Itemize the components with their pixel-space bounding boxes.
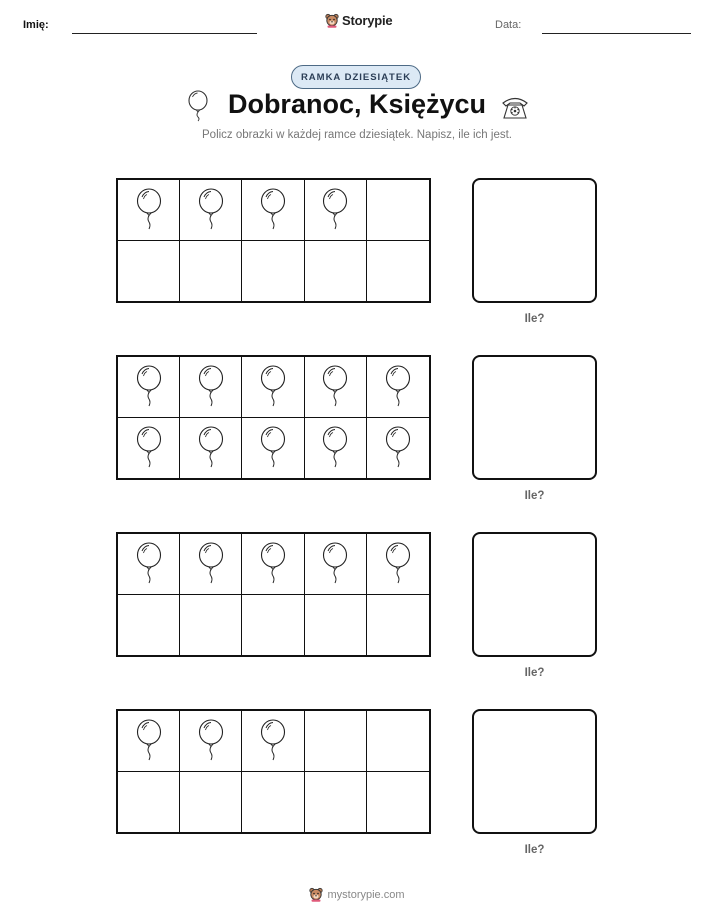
frame-cell	[242, 711, 304, 772]
frame-cell	[242, 180, 304, 241]
answer-label: Ile?	[524, 490, 545, 502]
frame-cell	[242, 595, 304, 656]
frame-cell	[367, 241, 429, 302]
balloon-icon	[197, 542, 225, 586]
frame-cell	[305, 772, 367, 833]
balloon-icon	[321, 365, 349, 409]
answer-box[interactable]	[472, 355, 597, 480]
frame-cell	[367, 418, 429, 479]
frame-cell	[367, 711, 429, 772]
frame-cell	[242, 534, 304, 595]
frame-cell	[367, 772, 429, 833]
worksheet-badge: RAMKA DZIESIĄTEK	[291, 65, 421, 89]
frame-cell	[305, 418, 367, 479]
balloon-icon	[321, 426, 349, 470]
balloon-icon	[197, 365, 225, 409]
frame-cell	[180, 418, 242, 479]
frame-cell	[180, 357, 242, 418]
answer-label: Ile?	[524, 313, 545, 325]
instructions: Policz obrazki w każdej ramce dziesiątek. Napisz, ile ich jest.	[202, 129, 512, 141]
balloon-icon	[259, 719, 287, 763]
frame-cell	[118, 711, 180, 772]
balloon-icon	[197, 426, 225, 470]
balloon-icon	[259, 365, 287, 409]
frame-cell	[305, 534, 367, 595]
balloon-icon	[384, 365, 412, 409]
frame-cell	[180, 241, 242, 302]
frame-cell	[367, 595, 429, 656]
frame-cell	[242, 772, 304, 833]
date-label: Data:	[495, 19, 522, 31]
frame-cell	[118, 534, 180, 595]
name-label: Imię:	[23, 19, 49, 31]
ten-frame	[116, 178, 431, 303]
frame-cell	[118, 241, 180, 302]
name-field[interactable]	[72, 33, 257, 34]
frame-cell	[305, 180, 367, 241]
frame-cell	[242, 357, 304, 418]
balloon-icon	[135, 719, 163, 763]
frame-cell	[367, 534, 429, 595]
frame-cell	[118, 180, 180, 241]
logo-text: Storypie	[342, 13, 393, 28]
frame-cell	[118, 595, 180, 656]
footer	[0, 887, 714, 902]
telephone-icon	[500, 94, 530, 120]
balloon-icon	[321, 188, 349, 232]
balloon-icon	[135, 188, 163, 232]
frame-cell	[180, 534, 242, 595]
frame-cell	[242, 241, 304, 302]
balloon-icon	[197, 188, 225, 232]
answer-box[interactable]	[472, 532, 597, 657]
bear-icon	[325, 13, 339, 28]
ten-frame	[116, 532, 431, 657]
balloon-icon	[135, 365, 163, 409]
ten-frame	[116, 355, 431, 480]
ten-frame	[116, 709, 431, 834]
frame-cell	[242, 418, 304, 479]
bear-icon	[309, 887, 323, 902]
answer-box[interactable]	[472, 178, 597, 303]
balloon-icon	[259, 426, 287, 470]
frame-cell	[118, 418, 180, 479]
frame-cell	[305, 595, 367, 656]
balloon-icon	[135, 542, 163, 586]
frame-cell	[305, 241, 367, 302]
frame-cell	[180, 595, 242, 656]
frame-cell	[180, 711, 242, 772]
date-field[interactable]	[542, 33, 691, 34]
frame-cell	[305, 711, 367, 772]
balloon-icon	[259, 188, 287, 232]
balloon-icon	[384, 426, 412, 470]
balloon-icon	[135, 426, 163, 470]
frame-cell	[180, 772, 242, 833]
balloon-icon	[384, 542, 412, 586]
storypie-logo	[325, 13, 392, 28]
answer-label: Ile?	[524, 667, 545, 679]
answer-label: Ile?	[524, 844, 545, 856]
frame-cell	[367, 357, 429, 418]
frame-cell	[305, 357, 367, 418]
footer-url: mystorypie.com	[327, 888, 405, 901]
frame-cell	[180, 180, 242, 241]
answer-box[interactable]	[472, 709, 597, 834]
frame-cell	[118, 357, 180, 418]
balloon-icon	[259, 542, 287, 586]
balloon-icon	[197, 719, 225, 763]
page-title: Dobranoc, Księżycu	[227, 89, 487, 119]
balloon-icon	[321, 542, 349, 586]
frame-cell	[118, 772, 180, 833]
frame-cell	[367, 180, 429, 241]
